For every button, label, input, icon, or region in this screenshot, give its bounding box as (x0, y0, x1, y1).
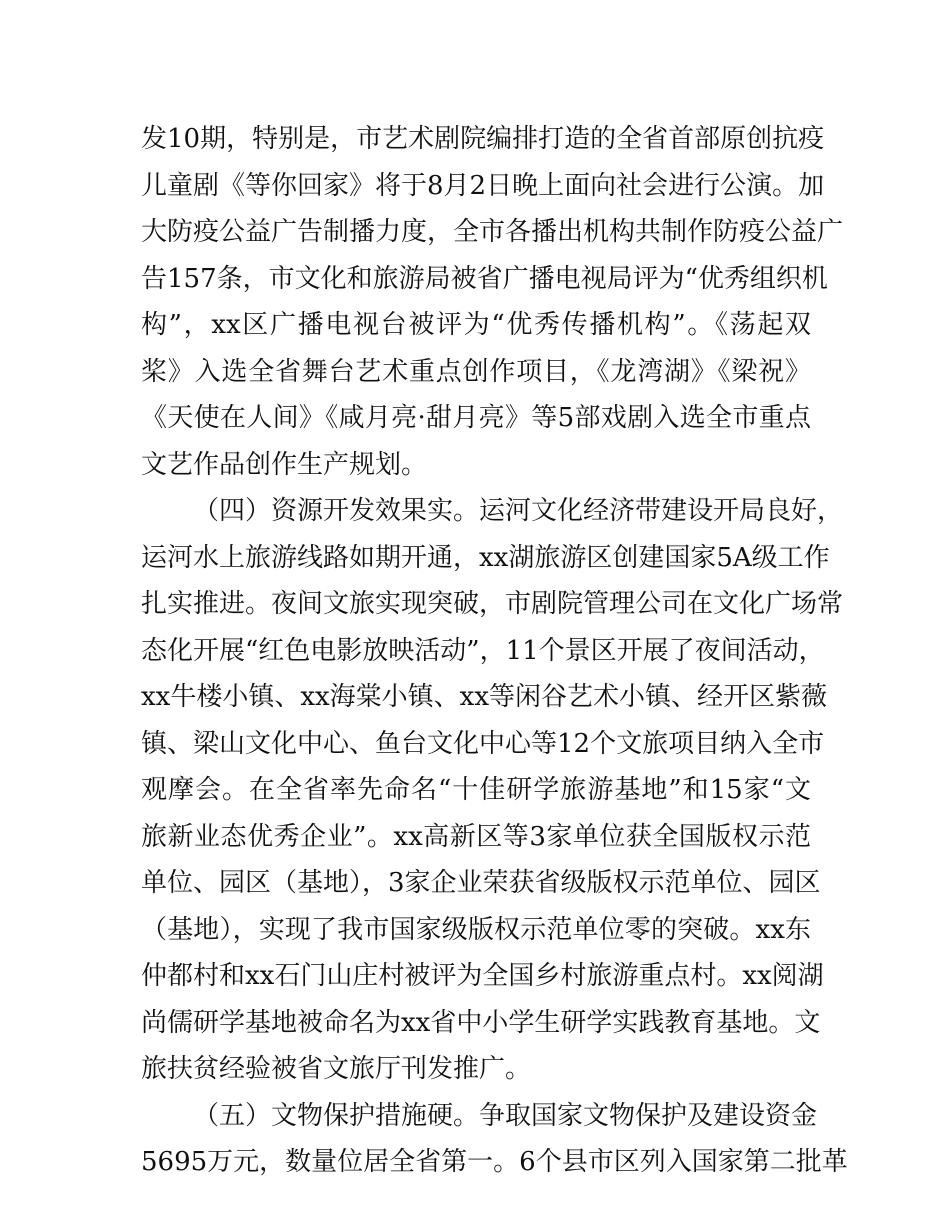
text-line-21: 旅扶贫经验被省文旅厅刊发推广。 (141, 1054, 532, 1084)
body-text (141, 116, 848, 1186)
section-4-heading-line: （四）资源开发效果实。运河文化经济带建设开局良好， (193, 496, 844, 526)
text-line-4: 告157条，市文化和旅游局被省广播电视局评为“优秀组织机 (141, 263, 828, 294)
section-5-heading-line: （五）文物保护措施硬。争取国家文物保护及建设资金 (193, 1100, 818, 1131)
text-line-6: 桨》入选全省舞台艺术重点创作项目，《龙湾湖》《梁祝》 (141, 356, 811, 387)
text-line-12: 态化开展“红色电影放映活动”，11个景区开展了夜间活动， (141, 635, 825, 666)
text-line-20: 尚儒研学基地被命名为xx省中小学生研学实践教育基地。文 (141, 1007, 821, 1038)
text-line-16: 旅新业态优秀企业”。xx高新区等3家单位获全国版权示范 (141, 821, 811, 852)
text-line-15: 观摩会。在全省率先命名“十佳研学旅游基地”和15家“文 (141, 775, 811, 805)
text-line-19: 仲都村和xx石门山庄村被评为全国乡村旅游重点村。xx阅湖 (141, 961, 824, 991)
text-line-8: 文艺作品创作生产规划。 (141, 449, 428, 480)
text-line-7: 《天使在人间》《咸月亮·甜月亮》等5部戏剧入选全市重点 (141, 403, 811, 433)
text-line-17: 单位、园区（基地），3家企业荣获省级版权示范单位、园区 (141, 868, 821, 898)
text-line-10: 运河水上旅游线路如期开通，xx湖旅游区创建国家5A级工作 (141, 542, 830, 573)
text-line-14: 镇、梁山文化中心、鱼台文化中心等12个文旅项目纳入全市 (141, 728, 825, 759)
text-line-13: xx牛楼小镇、xx海棠小镇、xx等闲谷艺术小镇、经开区紫薇 (141, 682, 827, 712)
text-line-5: 构”，xx区广播电视台被评为“优秀传播机构”。《荡起双 (141, 310, 811, 340)
text-line-2: 儿童剧《等你回家》将于8月2日晚上面向社会进行公演。加 (141, 170, 825, 201)
text-line-1: 发10期，特别是，市艺术剧院编排打造的全省首部原创抗疫 (141, 124, 825, 154)
text-line-23: 5695万元，数量位居全省第一。6个县市区列入国家第二批革 (141, 1147, 848, 1177)
text-line-11: 扎实推进。夜间文旅实现突破，市剧院管理公司在文化广场常 (141, 589, 844, 619)
text-line-18: （基地），实现了我市国家级版权示范单位零的突破。xx东 (141, 914, 811, 945)
text-line-3: 大防疫公益广告制播力度，全市各播出机构共制作防疫公益广 (141, 217, 844, 247)
